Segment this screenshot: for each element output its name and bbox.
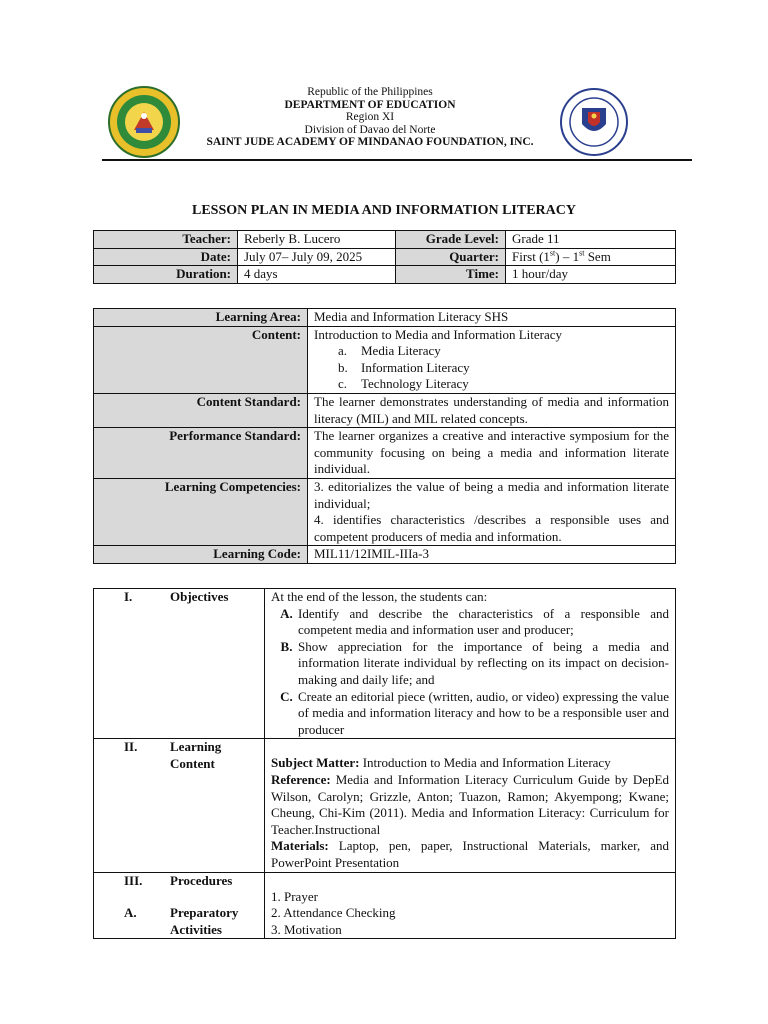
duration-label: Duration: [94,266,238,284]
content-standard-label: Content Standard: [94,393,308,427]
learning-competencies-label: Learning Competencies: [94,478,308,545]
procedures-body [265,872,676,939]
learning-content-body [265,739,676,872]
date-value: July 07– July 09, 2025 [238,248,396,266]
performance-standard-value: The learner organizes a creative and interactive symposium for the community focusing on being a media and information literate individual. [308,428,676,479]
school-name: SAINT JUDE ACADEMY OF MINDANAO FOUNDATION, INC. [206,136,534,149]
document-header [0,84,768,164]
department-line: DEPARTMENT OF EDUCATION [284,98,456,111]
learning-area-label: Learning Area: [94,309,308,327]
preparatory-heading: A. Preparatory Activities [124,905,239,937]
republic-line: Republic of the Philippines [307,86,433,98]
lesson-info-table [93,230,676,284]
competency-item: 4. identifies characteristics /describes a responsible uses and competent producers of media and information. [314,512,669,544]
procedure-step: 3. Motivation [271,921,342,937]
curriculum-table [93,308,676,564]
procedure-step: 2. Attendance Checking [271,905,396,921]
division-line: Division of Davao del Norte [304,123,436,136]
objective-item: A. Identify and describe the characteristics of a responsible and competent media and information user and producer; [280,605,669,638]
list-item: b. Information Literacy [338,359,470,375]
time-label: Time: [396,266,506,284]
content-list [314,343,669,393]
header-divider [102,159,692,161]
school-seal-icon [106,86,182,158]
quarter-label: Quarter: [396,248,506,266]
objectives-content [265,589,676,739]
subject-matter: Subject Matter: Introduction to Media and Information Literacy [271,755,611,771]
objectives-heading: I. Objectives [94,589,265,739]
list-item: a. Media Literacy [338,343,441,359]
time-value: 1 hour/day [506,266,676,284]
reference: Reference: Media and Information Literacy Curriculum Guide by DepEd Wilson, Carolyn; Grizzle, Anton; Tuazon, Ramon; Akyempong; Kwane; Cheung, Chi-Kim (2011). Media and Information Literacy: Curriculum for Teacher.Instructional [271,771,669,837]
learning-content-heading: II. Learning Content [94,739,265,872]
quarter-value: First (1st) – 1st Sem [506,248,676,266]
objective-item: C. Create an editorial piece (written, audio, or video) expressing the value of media and information literacy and how to be a responsible user and producer [280,688,669,737]
grade-value: Grade 11 [506,231,676,249]
lesson-procedure-table [93,588,676,939]
materials: Materials: Laptop, pen, paper, Instructional Materials, marker, and PowerPoint Presentation [271,838,669,870]
teacher-value: Reberly B. Lucero [238,231,396,249]
learning-competencies-value [308,478,676,545]
content-standard-value: The learner demonstrates understanding of media and information literacy (MIL) and MIL related concepts. [308,393,676,427]
grade-label: Grade Level: [396,231,506,249]
region-line: Region XI [345,111,395,124]
learning-code-label: Learning Code: [94,546,308,564]
page-title: LESSON PLAN IN MEDIA AND INFORMATION LITERACY [191,203,576,218]
learning-area-value: Media and Information Literacy SHS [308,309,676,327]
performance-standard-label: Performance Standard: [94,428,308,479]
content-title: Introduction to Media and Information Literacy [314,326,563,342]
learning-code-value: MIL11/12IMIL-IIIa-3 [308,546,676,564]
objective-item: B. Show appreciation for the importance of being a media and information literate individual by reflecting on its impact on decision-making and daily life; and [280,638,669,687]
objectives-intro: At the end of the lesson, the students can: [271,589,488,604]
list-item: c. Technology Literacy [338,376,469,392]
teacher-label: Teacher: [94,231,238,249]
duration-value: 4 days [238,266,396,284]
date-label: Date: [94,248,238,266]
content-label: Content: [94,326,308,393]
procedure-step: 1. Prayer [271,888,318,904]
competency-item: 3. editorializes the value of being a media and information literate individual; [314,478,669,511]
content-value [308,326,676,393]
procedures-heading: III. Procedures A. Preparatory Activities [94,872,265,939]
deped-seal-icon [558,88,630,156]
